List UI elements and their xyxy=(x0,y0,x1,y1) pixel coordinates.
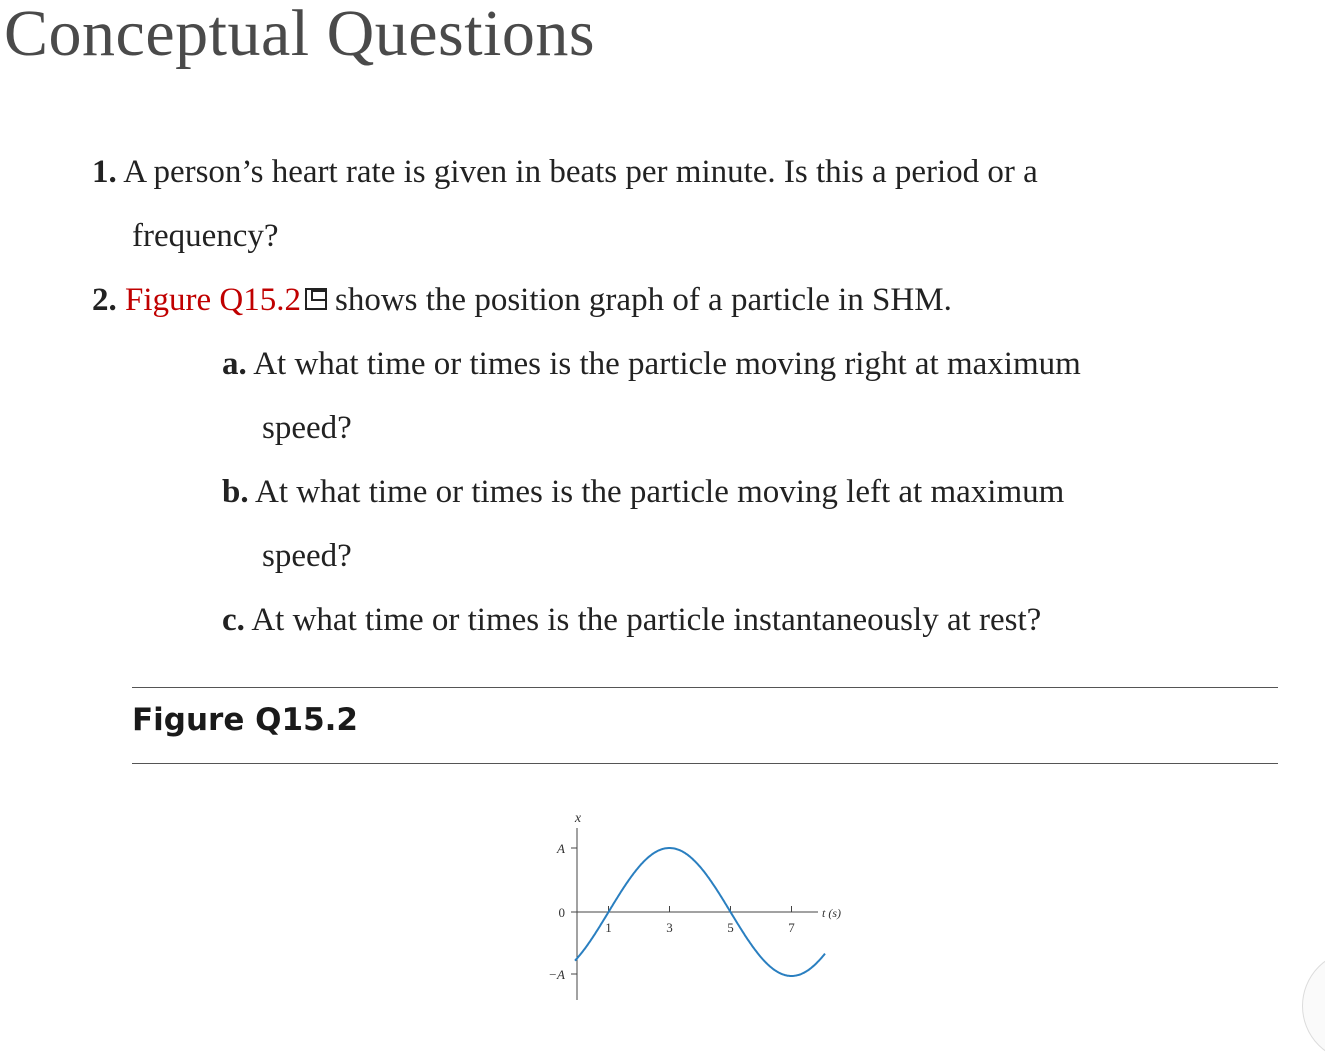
external-link-icon[interactable] xyxy=(303,286,329,312)
question-2 xyxy=(92,268,1292,332)
x-axis-label: t (s) xyxy=(822,906,841,920)
question-1-text: A person’s heart rate is given in beats per minute. Is this a period or a xyxy=(123,154,1038,190)
question-2b-line2: speed? xyxy=(262,538,352,574)
question-2-number: 2. xyxy=(92,282,117,318)
question-2b-line1 xyxy=(222,460,1282,524)
question-2b xyxy=(222,460,1282,588)
y-axis-label: x xyxy=(574,811,582,826)
position-graph xyxy=(520,790,880,1010)
y-tick-label-minus-A: −A xyxy=(548,967,565,982)
question-2-text: shows the position graph of a particle in SHM. xyxy=(335,282,952,318)
figure-top-rule xyxy=(132,687,1278,688)
question-2a-line1 xyxy=(222,332,1282,396)
corner-button[interactable] xyxy=(1302,950,1325,1062)
question-1-line1 xyxy=(92,140,1292,204)
question-2a xyxy=(222,332,1282,460)
question-2b-text: At what time or times is the particle moving left at maximum xyxy=(255,474,1065,510)
question-1-number: 1. xyxy=(92,154,117,190)
figure-title: Figure Q15.2 xyxy=(132,702,359,738)
question-2b-letter: b. xyxy=(222,474,249,510)
question-1-line2: frequency? xyxy=(132,218,279,254)
question-2c xyxy=(222,588,1282,652)
question-1 xyxy=(92,140,1292,268)
figure-bottom-rule xyxy=(132,763,1278,764)
x-tick-label-7: 7 xyxy=(788,920,795,935)
question-2c-text: At what time or times is the particle instantaneously at rest? xyxy=(251,602,1042,638)
question-2a-text: At what time or times is the particle moving right at maximum xyxy=(253,346,1081,382)
x-tick-label-1: 1 xyxy=(605,920,612,935)
question-2c-letter: c. xyxy=(222,602,245,638)
y-tick-label-0: 0 xyxy=(558,905,565,920)
page-title: Conceptual Questions xyxy=(4,0,596,70)
y-tick-label-A: A xyxy=(557,841,565,856)
x-tick-label-5: 5 xyxy=(727,920,734,935)
question-2a-line2: speed? xyxy=(262,410,352,446)
figure-link[interactable]: Figure Q15.2 xyxy=(125,282,301,318)
x-tick-label-3: 3 xyxy=(666,920,673,935)
question-2a-letter: a. xyxy=(222,346,247,382)
